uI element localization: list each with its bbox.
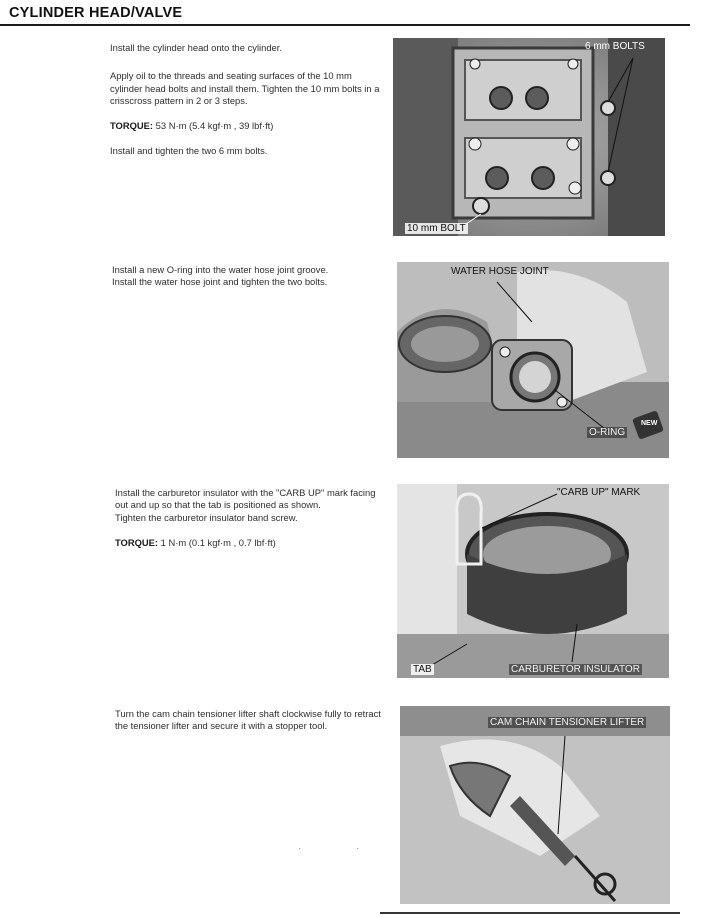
step4-instructions (115, 708, 387, 744)
callout-water-hose-joint: WATER HOSE JOINT (451, 266, 549, 277)
footer-rule (380, 912, 680, 914)
torque-label: TORQUE: (110, 120, 154, 132)
step1-para-3: Install and tighten the two 6 mm bolts. (110, 145, 268, 157)
step3-para-1: Install the carburetor insulator with the "CARB UP" mark facing out and up so that the tab is positioned as shown. (115, 487, 376, 511)
callout-carb-up-mark: "CARB UP" MARK (557, 487, 641, 498)
step1-torque (110, 120, 382, 132)
callout-tab: TAB (413, 664, 432, 675)
step1-instructions (110, 42, 382, 169)
header-rule (0, 24, 690, 26)
water-hose-joint-photo (397, 262, 669, 458)
cam-chain-tensioner-photo (400, 706, 670, 904)
cylinder-head-photo (393, 38, 665, 236)
step2-instructions (112, 264, 384, 300)
cam-chain-tensioner-illustration (400, 706, 670, 904)
new-part-badge: NEW (641, 420, 658, 427)
step2-para-1: Install a new O-ring into the water hose joint groove. (112, 264, 329, 275)
torque-value: 1 N·m (0.1 kgf·m , 0.7 lbf·ft) (160, 536, 276, 548)
step3-instructions (115, 487, 387, 560)
step3-para-2: Tighten the carburetor insulator band screw. (115, 511, 298, 523)
water-hose-joint-illustration (397, 262, 669, 458)
cylinder-head-illustration (393, 38, 665, 236)
carburetor-insulator-illustration (397, 484, 669, 678)
scan-mark: · (356, 843, 360, 854)
page-header (0, 0, 713, 26)
callout-10mm-bolt: 10 mm BOLT (407, 223, 466, 234)
callout-o-ring: O-RING (589, 427, 626, 438)
torque-value: 53 N·m (5.4 kgf·m , 39 lbf·ft) (155, 120, 274, 132)
step1-para-1: Install the cylinder head onto the cylinder. (110, 42, 282, 53)
step3-torque (115, 537, 387, 549)
step4-para-1: Turn the cam chain tensioner lifter shaft clockwise fully to retract the tensioner lifter and secure it with a stopper tool. (115, 708, 381, 732)
scan-mark: · (298, 843, 302, 854)
callout-carburetor-insulator: CARBURETOR INSULATOR (511, 664, 640, 675)
callout-6mm-bolts: 6 mm BOLTS (585, 41, 645, 52)
carburetor-insulator-photo (397, 484, 669, 678)
callout-cam-chain-tensioner-lifter: CAM CHAIN TENSIONER LIFTER (490, 717, 645, 728)
step2-para-2: Install the water hose joint and tighten the two bolts. (112, 276, 328, 288)
torque-label: TORQUE: (115, 536, 159, 548)
section-title: CYLINDER HEAD/VALVE (9, 5, 183, 21)
step1-para-2: Apply oil to the threads and seating surfaces of the 10 mm cylinder head bolts and install them. Tighten the 10 mm bolts in a crisscross pattern in 2 or 3 steps. (110, 70, 380, 106)
